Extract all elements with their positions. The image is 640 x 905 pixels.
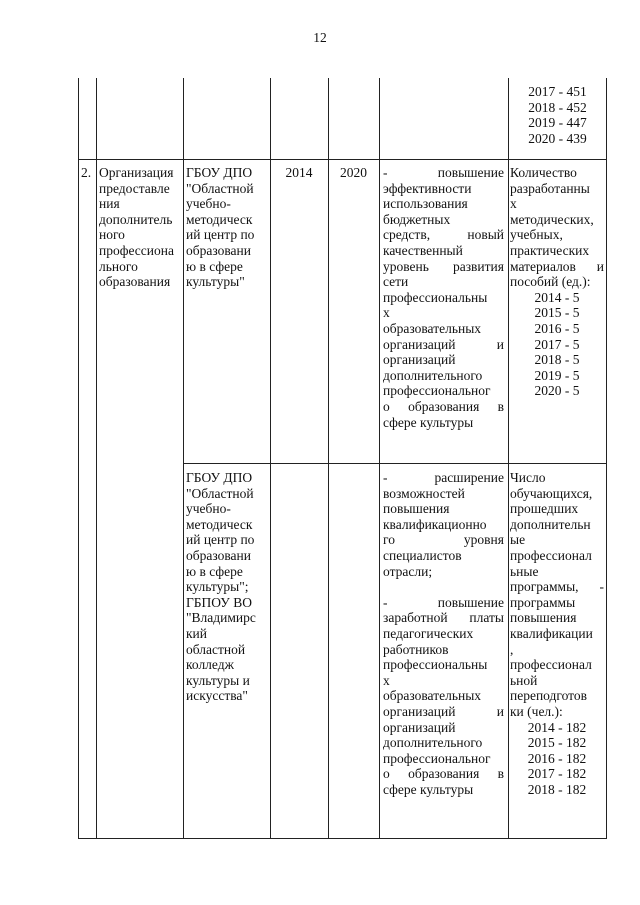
text-line: го уровня [383,532,504,548]
text-line: о образования в [383,766,504,782]
text-line: прошедших [510,501,579,517]
expected-result-secondary-a [383,470,504,579]
text-line: Количество [510,165,577,180]
measure-name [99,165,182,290]
col-border-4 [270,78,271,839]
text-line: повышения [383,501,450,517]
text-line: материалов и [510,258,604,274]
text-line: 2017 - 451 [528,84,587,99]
text-line: областной [186,641,246,657]
indicator-secondary-values [510,720,604,798]
text-line: 2018 - 452 [528,99,587,115]
text-line: 2015 - 182 [527,735,587,751]
text-line: программы [510,594,576,610]
text-line: льного [99,258,138,274]
text-line: 2017 - 182 [527,766,587,782]
text-line: квалификации [510,625,593,641]
text-line: методическ [186,211,253,227]
text-line: сфере культуры [383,414,474,430]
text-line: "Областной [186,180,254,196]
text-line: повышения [510,610,577,626]
text-line: педагогических [383,625,474,641]
executor-secondary [186,470,269,704]
text-line: ГБОУ ДПО [186,470,253,485]
text-line: учебных, [510,227,563,243]
text-line: Число [510,470,546,485]
text-line: х [383,672,390,688]
expected-result-secondary-b [383,595,504,798]
text-line: организаций [383,352,456,368]
text-line: 2016 - 5 [534,320,580,336]
text-line: предоставле [99,180,170,196]
text-line: "Областной [186,485,254,501]
text-line: образовательных [383,688,482,704]
paragraph-gap [383,579,504,595]
text-line: образования [99,274,171,290]
text-line: 2014 - 5 [534,289,580,305]
text-line: уровень развития [383,258,504,274]
text-line: методических, [510,211,594,227]
text-line: заработной платы [383,610,504,626]
text-line: профессиональны [383,657,488,673]
text-line: образовани [186,547,252,563]
row-divider-middle [183,463,606,464]
text-line: ьные [510,563,539,579]
top-indicator-values [509,84,606,146]
col-border-1 [78,78,79,839]
executor-primary [186,165,269,290]
text-line: методическ [186,516,253,532]
text-line: культуры и [186,672,250,688]
text-line: ий центр по [186,532,255,548]
text-line: возможностей [383,485,465,501]
text-line: - расширение [383,470,504,485]
col-border-3 [183,78,184,839]
text-line: колледж [186,657,234,673]
text-line: 2014 - 182 [527,719,587,735]
text-line: переподготов [510,688,588,704]
text-line: бюджетных [383,211,451,227]
text-line: х [510,196,517,212]
text-line: организаций [383,719,456,735]
text-line: ного [99,227,125,243]
text-line: практических [510,242,590,258]
text-line: учебно- [186,501,231,517]
row-number: 2. [81,165,92,180]
text-line: профессиональны [383,289,488,305]
start-year: 2014 [285,165,313,180]
text-line: сети [383,274,409,290]
col-border-8 [606,78,607,839]
text-line: искусства" [186,688,248,704]
text-line: использования [383,196,468,212]
text-line: средств, новый [383,227,504,243]
text-line: дополнитель [99,211,173,227]
text-line: дополнительного [383,367,483,383]
text-line: работников [383,641,449,657]
expected-result-primary [383,165,504,430]
text-line: обучающихся, [510,485,593,501]
text-line: образовательных [383,320,482,336]
text-line: 2020 - 439 [528,130,587,146]
text-line: квалификационно [383,516,487,532]
indicator-primary [510,165,604,399]
text-line: 2016 - 182 [527,750,587,766]
text-line: 2018 - 182 [527,781,587,797]
text-line: дополнительн [510,516,591,532]
text-line: ий центр по [186,227,255,243]
text-line: культуры" [186,274,245,290]
text-line: образовани [186,242,252,258]
text-line: качественный [383,242,463,258]
text-line: ГБОУ ДПО [186,165,253,180]
text-line: - повышение [383,594,504,610]
text-line: - повышение [383,165,504,180]
col-border-7 [508,78,509,839]
text-line: отрасли; [383,563,433,579]
indicator-secondary [510,470,604,797]
text-line: о образования в [383,398,504,414]
row-divider-top [78,159,606,160]
page-number: 12 [313,30,327,45]
text-line: профессионал [510,657,592,673]
text-line: ю в сфере [186,563,243,579]
col-border-6 [379,78,380,839]
text-line: кий [186,625,208,641]
end-year: 2020 [340,165,367,180]
text-line: ьной [510,672,538,688]
expected-result-secondary [383,470,504,797]
text-line: 2019 - 447 [528,115,587,131]
text-line: ки (чел.): [510,703,563,719]
indicator-secondary-text [510,470,604,720]
text-line: Организация [99,165,174,180]
text-line: х [383,305,390,321]
indicator-primary-values [510,290,604,399]
text-line: ния [99,196,120,212]
text-line: организаций и [383,336,504,352]
text-line: 2018 - 5 [534,352,580,368]
text-line: дополнительного [383,735,483,751]
text-line: профессионал [510,547,592,563]
text-line: организаций и [383,703,504,719]
text-line: пособий (ед.): [510,274,591,290]
text-line: ГБПОУ ВО [186,594,252,610]
text-line: учебно- [186,196,231,212]
text-line: сфере культуры [383,781,474,797]
text-line: культуры"; [186,579,249,595]
text-line: профессиональног [383,750,491,766]
text-line: , [510,641,514,657]
text-line: 2019 - 5 [534,367,580,383]
text-line: программы, - [510,579,604,595]
row-divider-bottom [78,838,606,839]
text-line: профессиональног [383,383,491,399]
text-line: профессиона [99,242,174,258]
text-line: эффективности [383,180,472,196]
text-line: 2017 - 5 [534,336,580,352]
indicator-primary-text [510,165,604,290]
col-border-2 [96,78,97,839]
text-line: специалистов [383,547,462,563]
text-line: 2015 - 5 [534,305,580,321]
text-line: ю в сфере [186,258,243,274]
col-border-5 [328,78,329,839]
text-line: 2020 - 5 [534,383,580,399]
text-line: разработанны [510,180,590,196]
text-line: ые [510,532,526,548]
text-line: "Владимирс [186,610,256,626]
